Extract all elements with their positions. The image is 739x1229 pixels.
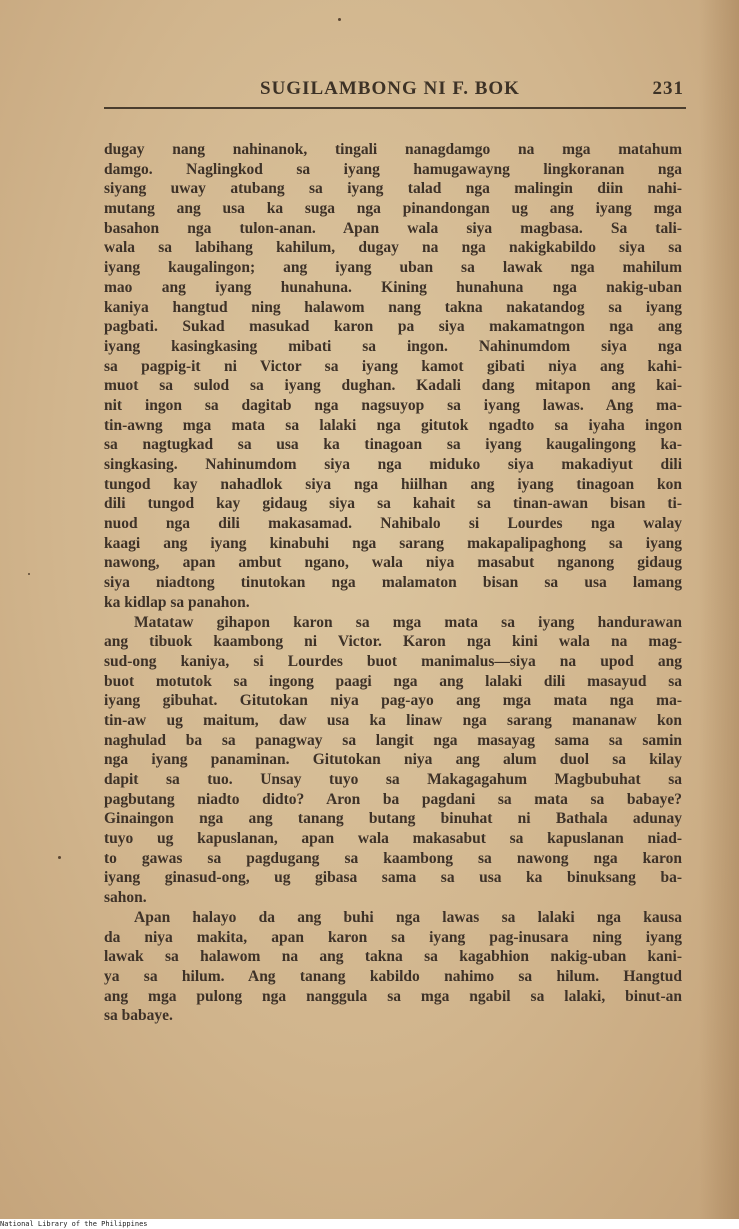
text-line: sa nagtugkad sa usa ka tinagoan sa iyang kaugalingong ka- xyxy=(104,436,682,454)
text-line: sud-ong kaniya, si Lourdes buot manimalus—siya na upod ang xyxy=(104,652,682,670)
text-line: ang mga pulong nga nanggula sa mga ngabil sa lalaki, binut-an xyxy=(104,987,682,1005)
text-line: nga iyang panaminan. Gitutokan niya ang alum duol sa kilay xyxy=(104,751,682,769)
text-line: lawak sa halawom na ang takna sa kagabhion nakig-uban kani- xyxy=(104,948,682,966)
text-line: nawong, apan ambut ngano, wala niya masabut nganong gidaug xyxy=(104,554,682,572)
text-line: pagbutang niadto didto? Aron ba pagdani sa mata sa babaye? xyxy=(104,790,682,808)
text-line: siyang uway atubang sa iyang talad nga malingin diin nahi- xyxy=(104,180,682,198)
header-rule xyxy=(104,107,686,109)
body-text xyxy=(104,140,682,1026)
text-line: ang tibuok kaambong ni Victor. Karon nga kini wala na mag- xyxy=(104,633,682,651)
text-line: ya sa hilum. Ang tanang kabildo nahimo sa hilum. Hangtud xyxy=(104,967,682,985)
text-line: dapit sa tuo. Unsay tuyo sa Makagagahum Magbubuhat sa xyxy=(104,771,682,788)
text-line: mao ang iyang hunahuna. Kining hunahuna nga nakig-uban xyxy=(104,278,682,296)
text-line: iyang kaugalingon; ang iyang uban sa lawak nga mahilum xyxy=(104,259,682,277)
library-credit: National Library of the Philippines xyxy=(0,1220,148,1228)
paper-speck xyxy=(28,573,30,575)
text-line: damgo. Naglingkod sa iyang hamugawayng lingkoranan nga xyxy=(104,160,682,178)
running-title: SUGILAMBONG NI F. BOK xyxy=(260,78,520,99)
text-line: Apan halayo da ang buhi nga lawas sa lalaki nga kausa xyxy=(134,908,682,926)
text-line: dili tungod kay gidaug siya sa kahait sa tinan-awan bisan ti- xyxy=(104,495,682,513)
paragraph xyxy=(104,613,682,908)
text-line: basahon nga tulon-anan. Apan wala siya magbasa. Sa tali- xyxy=(104,219,682,237)
text-line: siya niadtong tinutokan nga malamaton bisan sa usa lamang xyxy=(104,574,682,592)
paragraph xyxy=(104,908,682,1026)
text-line: tuyo ug kapuslanan, apan wala makasabut sa kapuslanan niad- xyxy=(104,830,682,848)
text-line: sa pagpig-it ni Victor sa iyang kamot gibati niya ang kahi- xyxy=(104,357,682,375)
text-line: to gawas sa pagdugang sa kaambong sa nawong nga karon xyxy=(104,849,682,867)
text-line: singkasing. Nahinumdom siya nga miduko siya makadiyut dili xyxy=(104,456,682,473)
paragraph xyxy=(104,140,682,613)
text-line: dugay nang nahinanok, tingali nanagdamgo na mga matahum xyxy=(104,141,682,158)
text-line: muot sa sulod sa iyang dughan. Kadali dang mitapon ang kai- xyxy=(104,377,682,395)
text-line: Matataw gihapon karon sa mga mata sa iyang handurawan xyxy=(134,613,682,631)
text-line: sahon. xyxy=(104,889,147,907)
text-line: pagbati. Sukad masukad karon pa siya makamatngon nga ang xyxy=(104,318,682,336)
text-line: kaniya hangtud ning halawom nang takna nakatandog sa iyang xyxy=(104,298,682,316)
paper-speck xyxy=(58,856,61,859)
text-line: mutang ang usa ka suga nga pinandongan ug ang iyang mga xyxy=(104,200,682,218)
text-line: tin-awng mga mata sa lalaki nga gitutok ngadto sa iyaha ingon xyxy=(104,416,682,434)
text-line: iyang kasingkasing mibati sa ingon. Nahinumdom siya nga xyxy=(104,337,682,355)
text-line: ka kidlap sa panahon. xyxy=(104,593,250,611)
text-line: nuod nga dili makasamad. Nahibalo si Lourdes nga walay xyxy=(104,515,682,533)
footer xyxy=(0,1219,739,1229)
text-line: sa babaye. xyxy=(104,1007,173,1025)
page-number: 231 xyxy=(652,78,684,99)
text-line: tungod kay nahadlok siya nga hiilhan ang iyang tinagoan kon xyxy=(104,475,682,493)
paper-speck xyxy=(338,18,341,21)
text-line: Ginaingon nga ang tanang butang binuhat ni Bathala adunay xyxy=(104,810,682,828)
text-line: iyang ginasud-ong, ug gibasa sama sa usa ka binuksang ba- xyxy=(104,869,682,887)
text-line: buot motutok sa ingong paagi nga ang lalaki dili masayud sa xyxy=(104,672,682,690)
page-edge-shadow xyxy=(699,0,739,1219)
text-line: nit ingon sa dagitab nga nagsuyop sa iyang lawas. Ang ma- xyxy=(104,396,682,414)
text-line: wala sa labihang kahilum, dugay na nga nakigkabildo siya sa xyxy=(104,239,682,257)
text-line: tin-aw ug maitum, daw usa ka linaw nga sarang mananaw kon xyxy=(104,711,682,729)
text-line: kaagi ang iyang kinabuhi nga sarang makapalipaghong sa iyang xyxy=(104,534,682,552)
text-line: iyang gibuhat. Gitutokan niya pag-ayo ang mga mata nga ma- xyxy=(104,692,682,710)
text-line: da niya makita, apan karon sa iyang pag-inusara ning iyang xyxy=(104,928,682,946)
page-header xyxy=(108,78,684,104)
text-line: naghulad ba sa panagway sa langit nga masayag sama sa samin xyxy=(104,731,682,749)
